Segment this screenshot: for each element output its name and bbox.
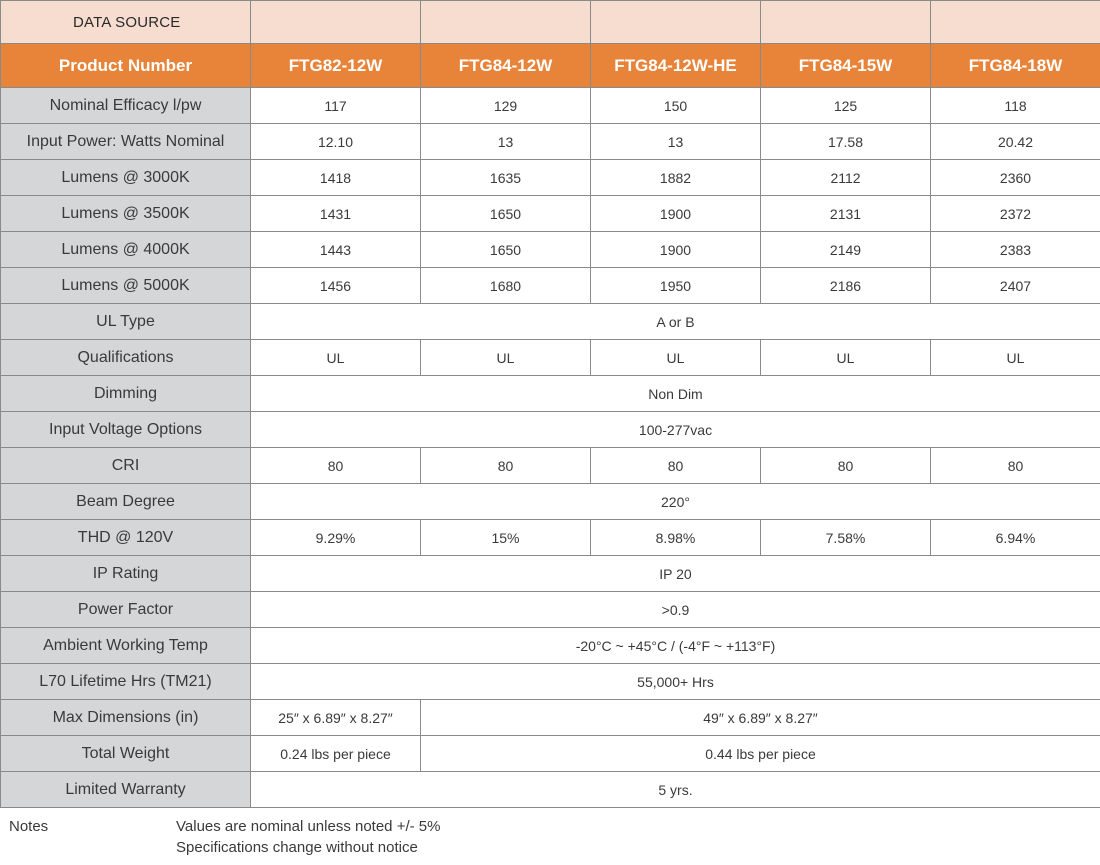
value-cell: 13	[591, 124, 761, 160]
value-cell: 80	[591, 448, 761, 484]
value-cell: 2112	[761, 160, 931, 196]
data-source-cell	[251, 1, 421, 44]
data-source-cell	[761, 1, 931, 44]
value-cell: 129	[421, 88, 591, 124]
data-source-cell	[591, 1, 761, 44]
value-cell: UL	[421, 340, 591, 376]
value-cell: 1882	[591, 160, 761, 196]
row-label: Beam Degree	[1, 484, 251, 520]
value-cell: 1680	[421, 268, 591, 304]
merged-value-cell: >0.9	[251, 592, 1100, 628]
value-cell: UL	[591, 340, 761, 376]
table-row	[1, 232, 1100, 268]
value-cell: UL	[931, 340, 1100, 376]
value-cell: 1900	[591, 232, 761, 268]
row-label: CRI	[1, 448, 251, 484]
merged-value-cell: 100-277vac	[251, 412, 1100, 448]
notes-label: Notes	[9, 818, 49, 835]
merged-value-cell: 0.44 lbs per piece	[421, 736, 1100, 772]
value-cell: 1650	[421, 232, 591, 268]
value-cell: 80	[931, 448, 1100, 484]
row-label: Ambient Working Temp	[1, 628, 251, 664]
value-cell: 8.98%	[591, 520, 761, 556]
data-source-row	[1, 1, 1100, 44]
merged-value-cell: A or B	[251, 304, 1100, 340]
value-cell: 2131	[761, 196, 931, 232]
row-label: Power Factor	[1, 592, 251, 628]
table-row	[1, 160, 1100, 196]
row-label: L70 Lifetime Hrs (TM21)	[1, 664, 251, 700]
value-cell: 20.42	[931, 124, 1100, 160]
table-row	[1, 88, 1100, 124]
merged-value-cell: Non Dim	[251, 376, 1100, 412]
merged-value-cell: 55,000+ Hrs	[251, 664, 1100, 700]
table-row	[1, 268, 1100, 304]
product-number-label: Product Number	[1, 44, 251, 88]
value-cell: 117	[251, 88, 421, 124]
row-label: THD @ 120V	[1, 520, 251, 556]
value-cell: 7.58%	[761, 520, 931, 556]
value-cell: 1950	[591, 268, 761, 304]
table-row	[1, 628, 1100, 664]
row-label: Lumens @ 4000K	[1, 232, 251, 268]
value-cell: 15%	[421, 520, 591, 556]
value-cell: 17.58	[761, 124, 931, 160]
product-column-header: FTG84-15W	[761, 44, 931, 88]
merged-value-cell: 220°	[251, 484, 1100, 520]
value-cell: 2149	[761, 232, 931, 268]
row-label: Input Voltage Options	[1, 412, 251, 448]
value-cell: 2407	[931, 268, 1100, 304]
row-label: Lumens @ 3000K	[1, 160, 251, 196]
value-cell: 1900	[591, 196, 761, 232]
value-cell: 80	[761, 448, 931, 484]
row-label: Input Power: Watts Nominal	[1, 124, 251, 160]
data-source-cell	[421, 1, 591, 44]
product-header-row	[1, 44, 1100, 88]
table-row	[1, 556, 1100, 592]
row-label: Lumens @ 5000K	[1, 268, 251, 304]
value-cell: 12.10	[251, 124, 421, 160]
table-row	[1, 340, 1100, 376]
merged-value-cell: -20°C ~ +45°C / (-4°F ~ +113°F)	[251, 628, 1100, 664]
value-cell: 2372	[931, 196, 1100, 232]
value-cell: 1635	[421, 160, 591, 196]
product-column-header: FTG82-12W	[251, 44, 421, 88]
merged-value-cell: IP 20	[251, 556, 1100, 592]
value-cell: 80	[251, 448, 421, 484]
row-label: Lumens @ 3500K	[1, 196, 251, 232]
product-column-header: FTG84-12W-HE	[591, 44, 761, 88]
value-cell: UL	[761, 340, 931, 376]
value-cell: 0.24 lbs per piece	[251, 736, 421, 772]
value-cell: 80	[421, 448, 591, 484]
value-cell: 118	[931, 88, 1100, 124]
table-row	[1, 736, 1100, 772]
merged-value-cell: 5 yrs.	[251, 772, 1100, 808]
table-row	[1, 304, 1100, 340]
value-cell: 1418	[251, 160, 421, 196]
table-row	[1, 484, 1100, 520]
notes-text	[176, 816, 440, 858]
value-cell: 1443	[251, 232, 421, 268]
row-label: Total Weight	[1, 736, 251, 772]
product-column-header: FTG84-18W	[931, 44, 1100, 88]
table-row	[1, 412, 1100, 448]
table-row	[1, 592, 1100, 628]
value-cell: 125	[761, 88, 931, 124]
table-row	[1, 448, 1100, 484]
row-label: Max Dimensions (in)	[1, 700, 251, 736]
value-cell: UL	[251, 340, 421, 376]
row-label: Qualifications	[1, 340, 251, 376]
value-cell: 6.94%	[931, 520, 1100, 556]
data-source-label: DATA SOURCE	[1, 1, 251, 44]
value-cell: 1456	[251, 268, 421, 304]
table-row	[1, 664, 1100, 700]
value-cell: 1431	[251, 196, 421, 232]
data-source-cell	[931, 1, 1100, 44]
table-row	[1, 124, 1100, 160]
table-row	[1, 196, 1100, 232]
value-cell: 2186	[761, 268, 931, 304]
row-label: IP Rating	[1, 556, 251, 592]
spec-table-body	[1, 88, 1100, 808]
product-column-header: FTG84-12W	[421, 44, 591, 88]
row-label: Limited Warranty	[1, 772, 251, 808]
row-label: Nominal Efficacy l/pw	[1, 88, 251, 124]
note-line: Specifications change without notice	[176, 839, 418, 856]
value-cell: 2360	[931, 160, 1100, 196]
row-label: UL Type	[1, 304, 251, 340]
value-cell: 2383	[931, 232, 1100, 268]
row-label: Dimming	[1, 376, 251, 412]
value-cell: 9.29%	[251, 520, 421, 556]
value-cell: 150	[591, 88, 761, 124]
note-line: Values are nominal unless noted +/- 5%	[176, 818, 441, 835]
table-row	[1, 520, 1100, 556]
table-row	[1, 700, 1100, 736]
table-row	[1, 376, 1100, 412]
value-cell: 1650	[421, 196, 591, 232]
merged-value-cell: 49″ x 6.89″ x 8.27″	[421, 700, 1100, 736]
value-cell: 25″ x 6.89″ x 8.27″	[251, 700, 421, 736]
table-row	[1, 772, 1100, 808]
value-cell: 13	[421, 124, 591, 160]
